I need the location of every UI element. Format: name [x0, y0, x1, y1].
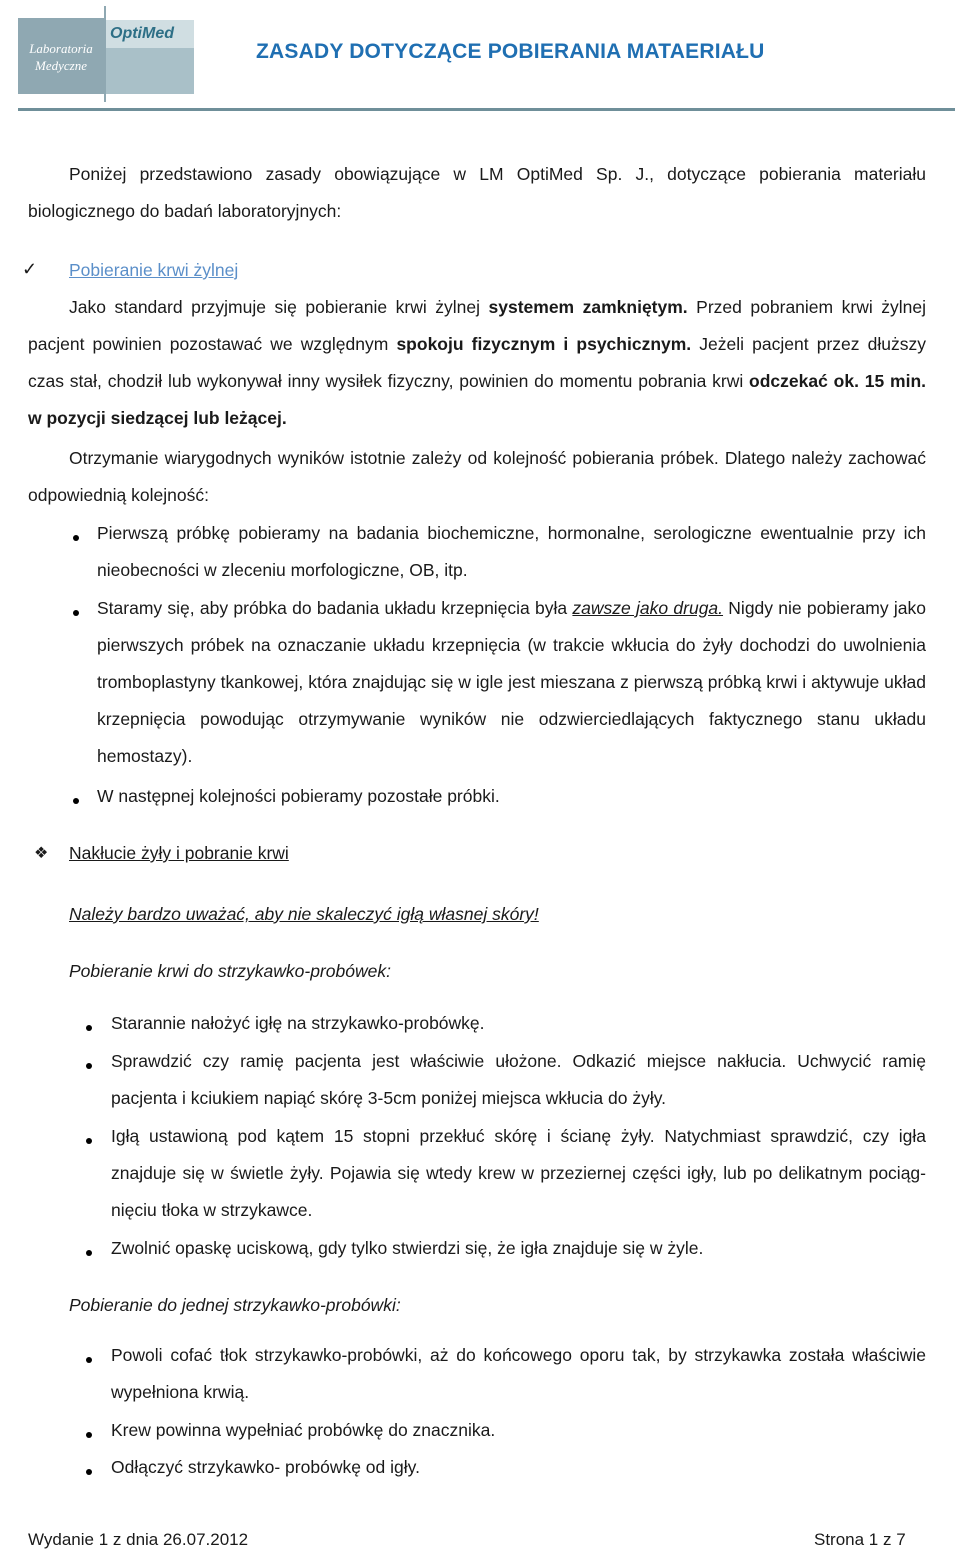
subsection1-title: Pobieranie krwi do strzykawko-probówek: [69, 961, 391, 981]
warning-text-inner: Należy bardzo uważać, aby nie skaleczyć igłą własnej skóry! [69, 904, 539, 924]
section1-title [69, 252, 238, 289]
bullet-icon [86, 1138, 92, 1144]
section1-paragraph1 [28, 289, 926, 437]
list-item: Zwolnić opaskę uciskową, gdy tylko stwierdzi się, że igła znajduje się w żyle. [111, 1238, 704, 1258]
page-header [18, 0, 958, 110]
p1-c: Przed pobraniem krwi żylnej pacjent powinien pozostawać we względnym [28, 297, 926, 354]
document-title: ZASADY DOTYCZĄCE POBIERANIA MATAERIAŁU [256, 40, 765, 63]
bullet-icon [86, 1250, 92, 1256]
footer-page-number: Strona 1 z 7 [814, 1530, 906, 1549]
bullet-icon [86, 1357, 92, 1363]
list-item: Krew powinna wypełniać probówkę do znacznika. [111, 1420, 496, 1440]
section2-title-text: Nakłucie żyły i pobranie krwi [69, 843, 289, 863]
list-item: Sprawdzić czy ramię pacjenta jest właściwie ułożone. Odkazić miejsce nakłucia. Uchwycić ramię pacjenta i kciukiem napiąć skórę 3-5cm poniżej miejsca wkłucia do żyły. [111, 1051, 926, 1108]
list-item-emphasis: zawsze jako druga. [572, 598, 724, 618]
p1-a: Jako standard przyjmuje się pobieranie krwi żylnej [69, 297, 489, 317]
p1-d: spokoju fizycznym i psychicznym. [396, 334, 692, 354]
list-item: Starannie nałożyć igłę na strzykawko-probówkę. [111, 1013, 485, 1033]
intro-paragraph: Poniżej przedstawiono zasady obowiązujące w LM OptiMed Sp. J., dotyczące pobierania materiału biologicznego do badań laboratoryjnych: [28, 164, 926, 221]
warning-text [69, 896, 539, 933]
list-item: Powoli cofać tłok strzykawko-probówki, aż do końcowego oporu tak, by strzykawka została właściwie wypełniona krwią. [111, 1345, 926, 1402]
subsection2-title: Pobieranie do jednej strzykawko-probówki: [69, 1295, 401, 1315]
bullet-icon [73, 798, 79, 804]
logo-line1: Laboratoria [29, 41, 93, 56]
logo-box [18, 18, 104, 94]
section2-title [69, 835, 289, 872]
bullet-icon [73, 610, 79, 616]
bullet-icon [86, 1063, 92, 1069]
header-divider [18, 108, 955, 111]
check-icon: ✓ [22, 259, 38, 279]
list-item: W następnej kolejności pobieramy pozostałe próbki. [97, 786, 500, 806]
logo-bar [106, 48, 194, 94]
optimed-logo [18, 6, 194, 100]
logo-line2: Medyczne [35, 58, 87, 73]
list-item: Pierwszą próbkę pobieramy na badania biochemiczne, hormonalne, serologiczne ewentualnie przy ich nieobecności w zleceniu morfologiczne, OB, itp. [97, 523, 926, 580]
bullet-icon [86, 1025, 92, 1031]
list-item: Igłą ustawioną pod kątem 15 stopni przekłuć skórę i ścianę żyły. Natychmiast sprawdzić, czy igła znajduje się w świetle żyły. Pojawia się wtedy krew w przeziernej części igły, lub po delikatnym pociąg-nięciu tłoka w strzykawce. [111, 1126, 926, 1220]
diamond-bullet-icon: ❖ [34, 845, 49, 862]
list-item-a: Staramy się, aby próbka do badania układu krzepnięcia była [97, 598, 573, 618]
section1-paragraph2: Otrzymanie wiarygodnych wyników istotnie zależy od kolejność pobierania próbek. Dlatego należy zachować odpowiednią kolejność: [28, 448, 926, 505]
bullet-icon [86, 1432, 92, 1438]
logo-name: OptiMed [106, 20, 194, 48]
p1-f: odczekać ok. 15 min. w pozycji siedzącej lub leżącej. [28, 371, 926, 428]
bullet-icon [73, 535, 79, 541]
list-item-b: Nigdy nie pobieramy jako pierwszych próbek na oznaczanie układu krzepnięcia (w trakcie wkłucia do żyły dochodzi do uwolnienia tromboplastyny tkankowej, która znajdując się w igle jest mieszana z pierwszą próbką krwi i aktywuje układ krzepnięcia powodując otrzymywanie wyników nie odzwierciedlających faktycznego stanu układu hemostazy). [97, 598, 926, 766]
section1-title-text: Pobieranie krwi żylnej [69, 260, 239, 280]
p1-e: Jeżeli pacjent przez dłuższy czas stał, chodził lub wykonywał inny wysiłek fizyczny, powinien do momentu pobrania krwi [28, 334, 926, 391]
footer-edition: Wydanie 1 z dnia 26.07.2012 [28, 1530, 249, 1549]
list-item: Odłączyć strzykawko- probówkę od igły. [111, 1457, 420, 1477]
p1-b: systemem zamkniętym. [488, 297, 688, 317]
bullet-icon [86, 1469, 92, 1475]
list-item [97, 590, 926, 775]
